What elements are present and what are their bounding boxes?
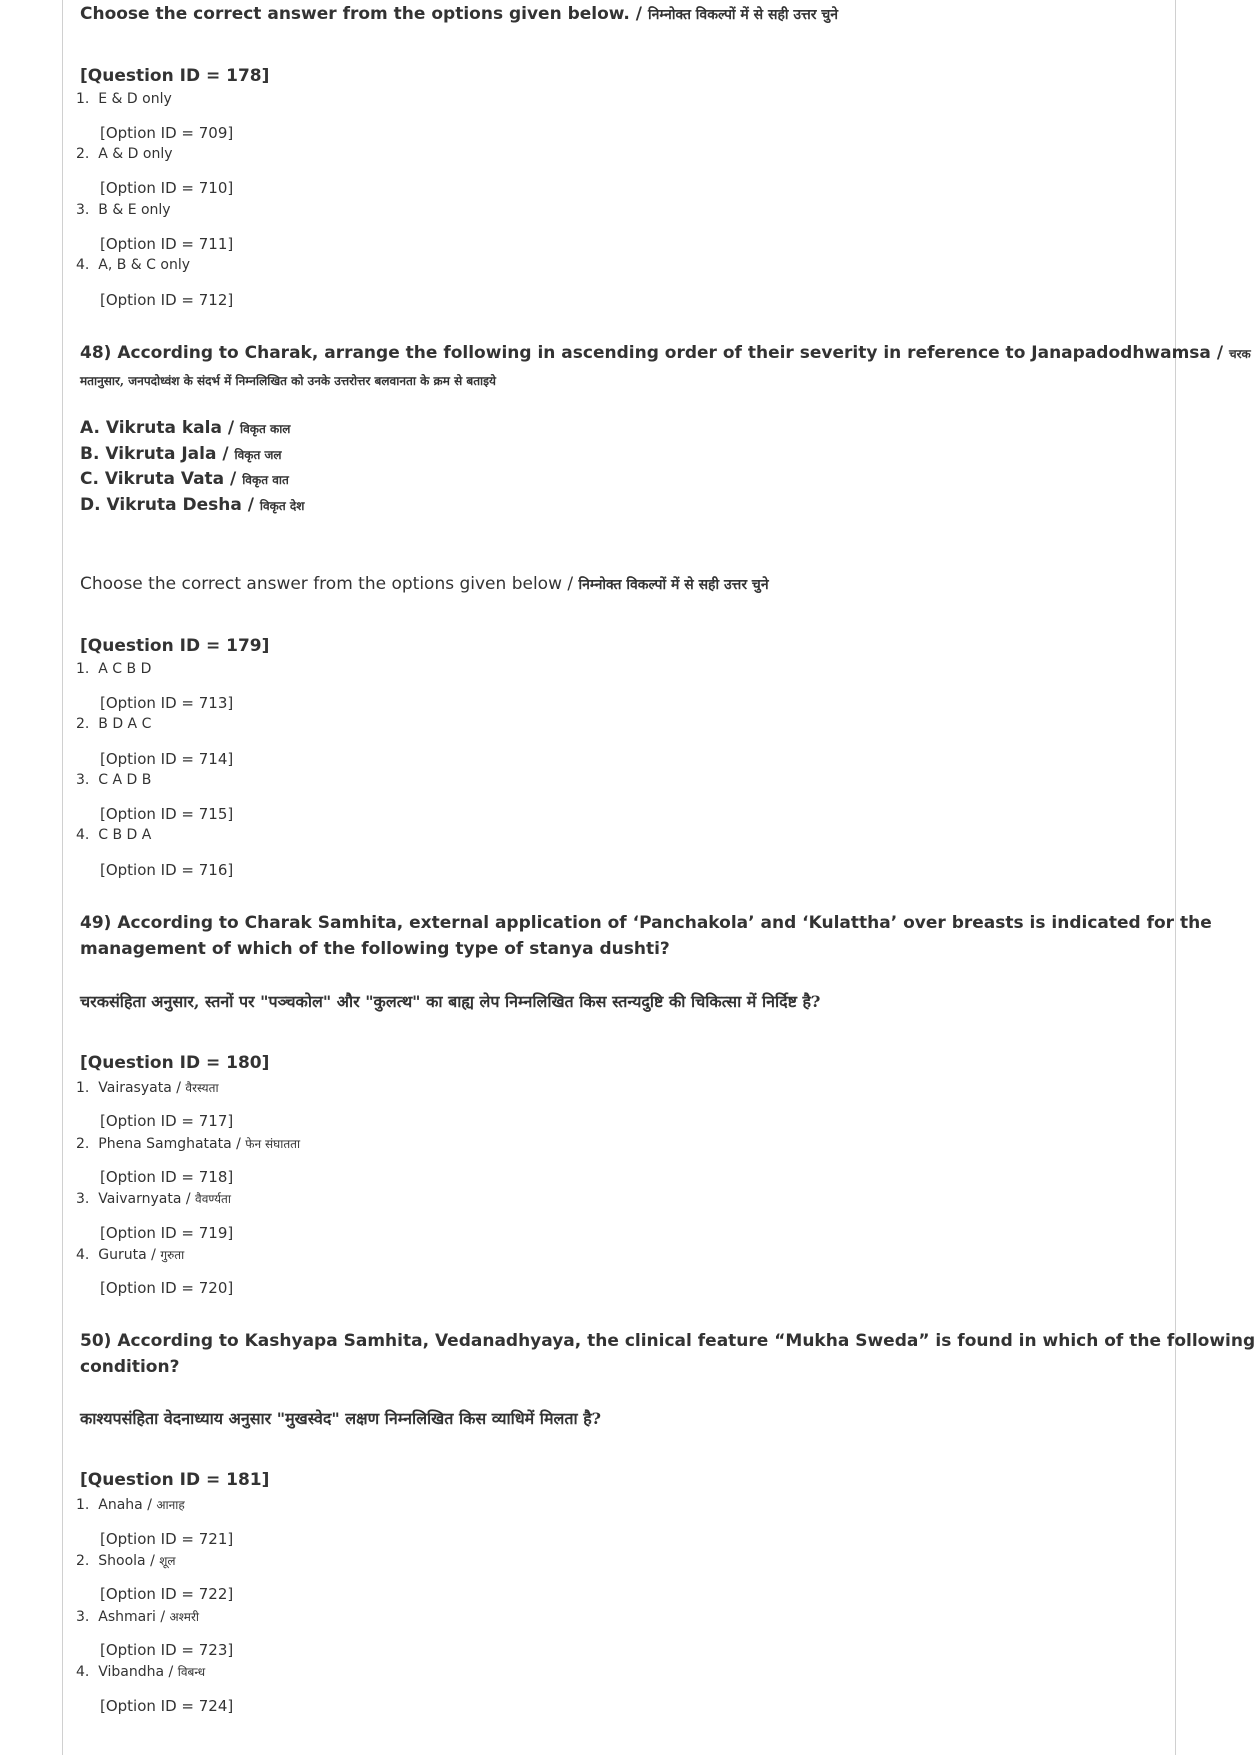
question-49-heading-line2: management of which of the following type of stanya dushti? (80, 939, 670, 959)
option-3[interactable]: 3. C A D B (76, 772, 152, 788)
question-50-heading-line2: condition? (80, 1357, 180, 1377)
statement-a: A. Vikruta kala / विकृत काल (80, 418, 291, 438)
option-2[interactable]: 2. A & D only (76, 146, 173, 162)
statement-d: D. Vikruta Desha / विकृत देश (80, 495, 305, 515)
option-id: [Option ID = 710] (100, 179, 234, 197)
statement-b: B. Vikruta Jala / विकृत जल (80, 444, 282, 464)
option-id: [Option ID = 722] (100, 1585, 234, 1603)
option-4[interactable]: 4. C B D A (76, 827, 152, 843)
option-4[interactable]: 4. Vibandha / विबन्ध (76, 1664, 206, 1680)
question-50-heading-line1: 50) According to Kashyapa Samhita, Vedanadhyaya, the clinical feature “Mukha Sweda” is found in which of the following (80, 1331, 1255, 1351)
option-id: [Option ID = 712] (100, 291, 234, 309)
option-1[interactable]: 1. Anaha / आनाह (76, 1497, 185, 1513)
question-id: [Question ID = 178] (80, 66, 270, 86)
option-id: [Option ID = 713] (100, 694, 234, 712)
option-id: [Option ID = 719] (100, 1224, 234, 1242)
statement-c: C. Vikruta Vata / विकृत वात (80, 469, 289, 489)
option-id: [Option ID = 724] (100, 1697, 234, 1715)
option-1[interactable]: 1. A C B D (76, 661, 152, 677)
option-id: [Option ID = 715] (100, 805, 234, 823)
option-id: [Option ID = 720] (100, 1279, 234, 1297)
instruction-en: Choose the correct answer from the options given below. / (80, 4, 648, 24)
instruction-hi: निम्नोक्त विकल्पों में से सही उत्तर चुने (647, 7, 839, 23)
question-50-hindi: काश्यपसंहिता वेदनाध्याय अनुसार "मुखस्वेद" लक्षण निम्नलिखित किस व्याधिमें मिलता है? (80, 1409, 602, 1428)
question-id: [Question ID = 181] (80, 1470, 270, 1490)
question-48-heading: 48) According to Charak, arrange the following in ascending order of their severity in reference to Janapadodhwamsa / चरक (80, 343, 1251, 363)
option-3[interactable]: 3. B & E only (76, 202, 171, 218)
option-id: [Option ID = 716] (100, 861, 234, 879)
option-3[interactable]: 3. Vaivarnyata / वैवर्ण्यता (76, 1191, 231, 1207)
option-1[interactable]: 1. Vairasyata / वैरस्यता (76, 1080, 219, 1096)
question-id: [Question ID = 179] (80, 636, 270, 656)
question-49-hindi: चरकसंहिता अनुसार, स्तनों पर "पञ्चकोल" और "कुलत्थ" का बाह्य लेप निम्नलिखित किस स्तन्यदुष्टि की चिकित्सा में निर्दिष्ट है? (80, 992, 821, 1011)
option-4[interactable]: 4. A, B & C only (76, 257, 191, 273)
question-49-heading-line1: 49) According to Charak Samhita, external application of ‘Panchakola’ and ‘Kulattha’ over breasts is indicated for the (80, 913, 1212, 933)
option-2[interactable]: 2. Phena Samghatata / फेन संघातता (76, 1136, 301, 1152)
option-id: [Option ID = 709] (100, 124, 234, 142)
option-4[interactable]: 4. Guruta / गुरुता (76, 1247, 185, 1263)
option-2[interactable]: 2. B D A C (76, 716, 152, 732)
option-id: [Option ID = 718] (100, 1168, 234, 1186)
question-id: [Question ID = 180] (80, 1053, 270, 1073)
option-id: [Option ID = 714] (100, 750, 234, 768)
instruction-text (80, 4, 838, 24)
instruction-text: Choose the correct answer from the options given below / निम्नोक्त विकल्पों में से सही उत्तर चुने (80, 574, 769, 594)
option-id: [Option ID = 721] (100, 1530, 234, 1548)
option-id: [Option ID = 717] (100, 1112, 234, 1130)
option-2[interactable]: 2. Shoola / शूल (76, 1553, 176, 1569)
option-3[interactable]: 3. Ashmari / अश्मरी (76, 1609, 199, 1625)
option-id: [Option ID = 723] (100, 1641, 234, 1659)
question-48-hindi: मतानुसार, जनपदोध्वंश के संदर्भ में निम्नलिखित को उनके उत्तरोत्तर बलवानता के क्रम से बताइये (80, 374, 497, 388)
option-1[interactable]: 1. E & D only (76, 91, 172, 107)
option-id: [Option ID = 711] (100, 235, 234, 253)
